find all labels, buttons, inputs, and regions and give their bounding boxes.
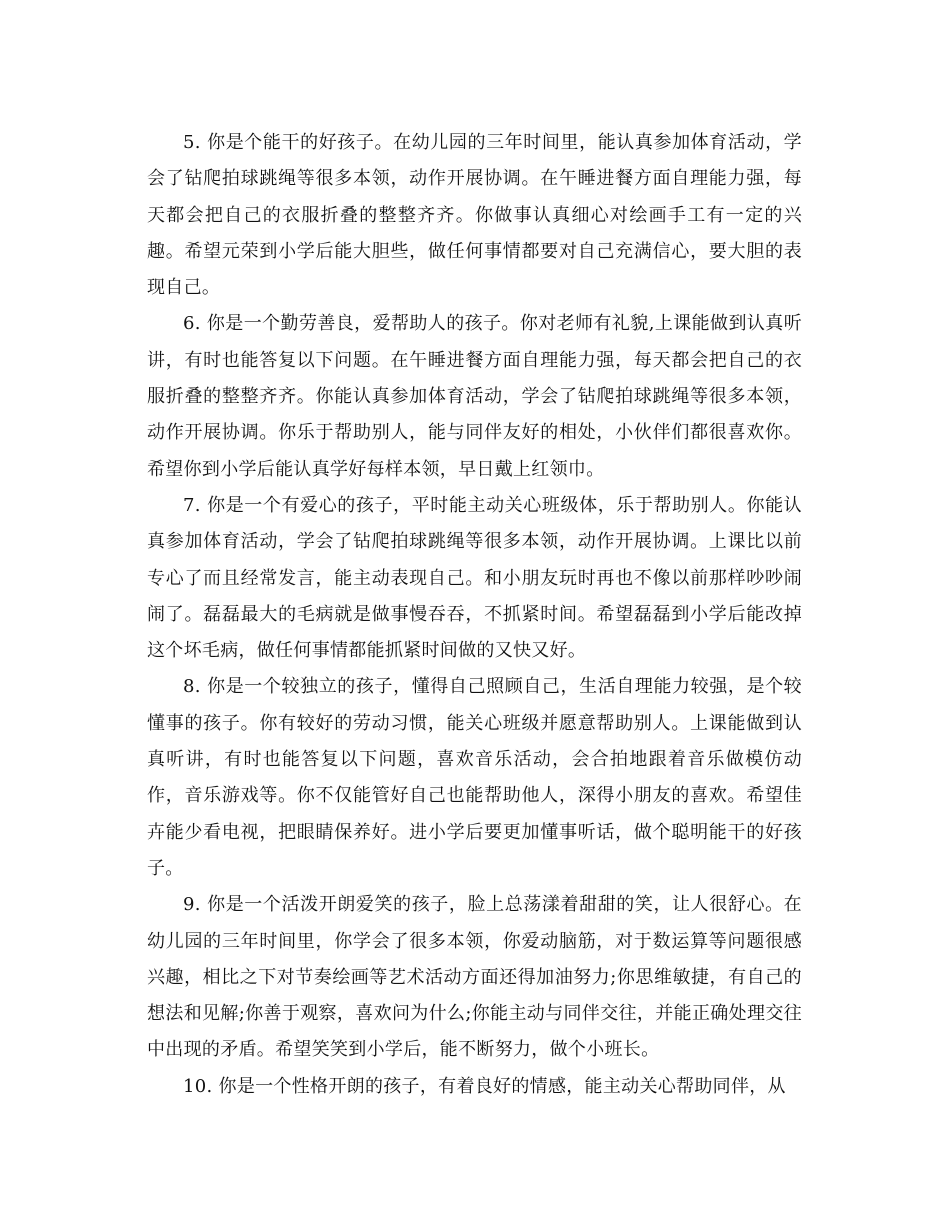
paragraph-9: 9. 你是一个活泼开朗爱笑的孩子，脸上总荡漾着甜甜的笑，让人很舒心。在幼儿园的三年时间里，你学会了很多本领，你爱动脑筋，对于数运算等问题很感兴趣，相比之下对节奏绘画等艺术活动方面还得加油努力;你思维敏捷，有自己的想法和见解;你善于观察，喜欢问为什么;你能主动与同伴交往，并能正确处理交往中出现的矛盾。希望笑笑到小学后，能不断努力，做个小班长。: [147, 894, 802, 1061]
paragraph-6: 6. 你是一个勤劳善良，爱帮助人的孩子。你对老师有礼貌,上课能做到认真听讲，有时也能答复以下问题。在午睡进餐方面自理能力强，每天都会把自己的衣服折叠的整整齐齐。你能认真参加体育活动，学会了钻爬拍球跳绳等很多本领，动作开展协调。你乐于帮助别人，能与同伴友好的相处，小伙伴们都很喜欢你。希望你到小学后能认真学好每样本领，早日戴上红领巾。: [147, 313, 802, 480]
paragraph-8: 8. 你是一个较独立的孩子，懂得自己照顾自己，生活自理能力较强，是个较懂事的孩子。你有较好的劳动习惯，能关心班级并愿意帮助别人。上课能做到认真听讲，有时也能答复以下问题，喜欢音乐活动，会合拍地跟着音乐做模仿动作，音乐游戏等。你不仅能管好自己也能帮助他人，深得小朋友的喜欢。希望佳卉能少看电视，把眼睛保养好。进小学后要更加懂事听话，做个聪明能干的好孩子。: [147, 676, 802, 879]
document-body: [147, 125, 802, 1105]
paragraph-7: 7. 你是一个有爱心的孩子，平时能主动关心班级体，乐于帮助别人。你能认真参加体育活动，学会了钻爬拍球跳绳等很多本领，动作开展协调。上课比以前专心了而且经常发言，能主动表现自己。和小朋友玩时再也不像以前那样吵吵闹闹了。磊磊最大的毛病就是做事慢吞吞，不抓紧时间。希望磊磊到小学后能改掉这个坏毛病，做任何事情都能抓紧时间做的又快又好。: [147, 494, 802, 662]
paragraph-5: 5. 你是个能干的好孩子。在幼儿园的三年时间里，能认真参加体育活动，学会了钻爬拍球跳绳等很多本领，动作开展协调。在午睡进餐方面自理能力强，每天都会把自己的衣服折叠的整整齐齐。你做事认真细心对绘画手工有一定的兴趣。希望元荣到小学后能大胆些，做任何事情都要对自己充满信心，要大胆的表现自己。: [147, 132, 802, 299]
paragraph-10: 10. 你是一个性格开朗的孩子，有着良好的情感，能主动关心帮助同伴，从: [183, 1075, 786, 1097]
